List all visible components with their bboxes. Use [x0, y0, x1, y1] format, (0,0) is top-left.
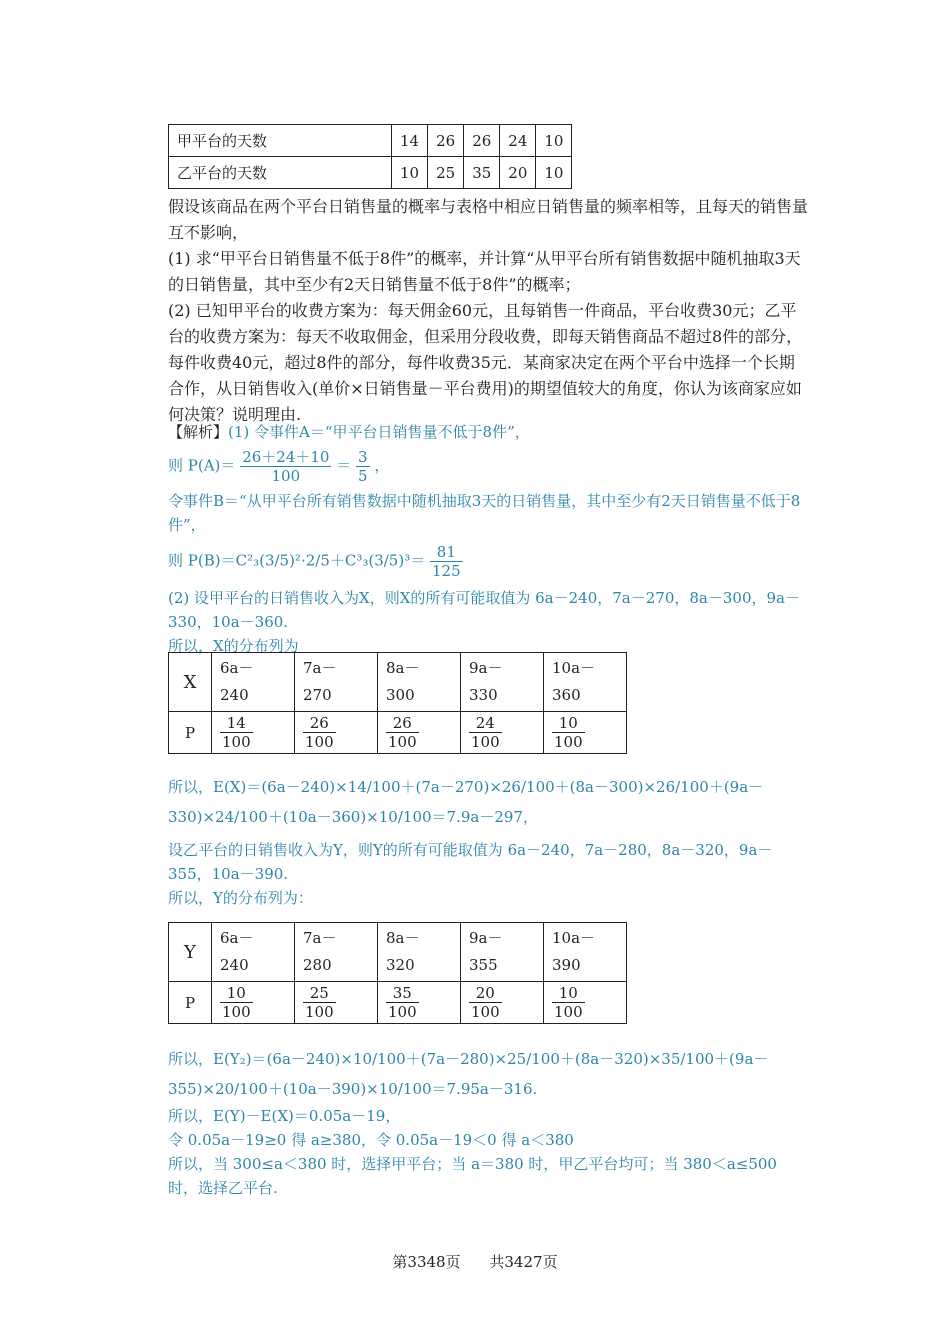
sales-days-table: [168, 124, 572, 189]
table-cell: $\frac{10}{100}$: [212, 982, 295, 1024]
question-1: (1) 求“甲平台日销售量不低于8件”的概率，并计算“从甲平台所有销售数据中随机抽取3天的日销售量，其中至少有2天日销售量不低于8件”的概率；: [168, 249, 801, 294]
table-cell: $\frac{35}{100}$: [378, 982, 461, 1024]
table-cell: 9a－330: [461, 653, 544, 712]
solution-line: 设乙平台的日销售收入为Y，则Y的所有可能取值为 6a－240，7a－280，8a－320，9a－355，10a－390.: [168, 841, 773, 883]
table-cell: 10: [392, 157, 428, 189]
problem-text: [168, 194, 808, 428]
problem-intro: 假设该商品在两个平台日销售量的概率与表格中相应日销售量的频率相等，且每天的销售量互不影响，: [168, 197, 809, 242]
table-cell: 9a－355: [461, 923, 544, 982]
expectation-x: 所以，E(X)＝(6a－240)×14/100＋(7a－270)×26/100＋(8a－300)×26/100＋(9a－330)×24/100＋(10a－360)×10/100＝7.9a－297，: [168, 778, 764, 826]
table-row: [169, 125, 572, 157]
table-cell: 6a－240: [212, 923, 295, 982]
solution-line: 所以，E(Y)－E(X)＝0.05a－19，: [168, 1107, 401, 1125]
table-cell: $\frac{26}{100}$: [295, 712, 378, 754]
table-cell: 8a－300: [378, 653, 461, 712]
solution-part-1: [168, 420, 808, 658]
table-cell: 24: [500, 125, 536, 157]
table-row: [169, 982, 627, 1024]
table-row: [169, 712, 627, 754]
table-cell: 10a－360: [544, 653, 627, 712]
table-row: [169, 157, 572, 189]
row-label: 乙平台的天数: [169, 157, 392, 189]
table-cell: 25: [428, 157, 464, 189]
row-label: 甲平台的天数: [169, 125, 392, 157]
table-cell: 7a－280: [295, 923, 378, 982]
table-cell: 14: [392, 125, 428, 157]
table-header: P: [169, 982, 212, 1024]
table-row: [169, 653, 627, 712]
table-cell: $\frac{26}{100}$: [378, 712, 461, 754]
table-cell: 7a－270: [295, 653, 378, 712]
table-header: Y: [169, 923, 212, 982]
solution-line: 所以，当 300≤a＜380 时，选择甲平台；当 a＝380 时，甲乙平台均可；当 380＜a≤500 时，选择乙平台.: [168, 1155, 777, 1197]
table-header: P: [169, 712, 212, 754]
solution-line: 所以，X的分布列为: [168, 637, 299, 655]
table-cell: 6a－240: [212, 653, 295, 712]
solution-part-2: [168, 772, 808, 910]
expectation-y: 所以，E(Y₂)＝(6a－240)×10/100＋(7a－280)×25/100＋(8a－320)×35/100＋(9a－355)×20/100＋(10a－390)×10/100＝7.95a－316.: [168, 1050, 769, 1098]
table-cell: $\frac{14}{100}$: [212, 712, 295, 754]
solution-line: 所以，Y的分布列为：: [168, 889, 313, 907]
table-cell: $\frac{24}{100}$: [461, 712, 544, 754]
x-distribution-table: [168, 652, 627, 754]
solution-line: 【解析】(1) 令事件A＝“甲平台日销售量不低于8件”，: [168, 423, 530, 441]
table-row: [169, 923, 627, 982]
fraction: $\frac{26+24+10}{100}$: [242, 448, 330, 485]
table-header: X: [169, 653, 212, 712]
fraction: $\frac{3}{5}$: [358, 448, 368, 485]
table-cell: $\frac{10}{100}$: [544, 982, 627, 1024]
table-cell: 20: [500, 157, 536, 189]
formula-pa: 则 P(A)＝ $\frac{26+24+10}{100}$ ＝ $\frac{3}{5}$ ，: [168, 448, 390, 485]
table-cell: $\frac{10}{100}$: [544, 712, 627, 754]
solution-part-3: [168, 1044, 808, 1200]
solution-line: 令事件B＝“从甲平台所有销售数据中随机抽取3天的日销售量，其中至少有2天日销售量不低于8件”，: [168, 492, 801, 534]
page-total: 共3427页: [489, 1253, 558, 1271]
table-cell: 10: [536, 157, 572, 189]
fraction: $\frac{81}{125}$: [432, 543, 461, 580]
table-cell: $\frac{20}{100}$: [461, 982, 544, 1024]
y-distribution-table: [168, 922, 627, 1024]
table-cell: 26: [464, 125, 500, 157]
solution-line: (2) 设甲平台的日销售收入为X，则X的所有可能取值为 6a－240，7a－270，8a－300，9a－330，10a－360.: [168, 589, 800, 631]
table-cell: $\frac{25}{100}$: [295, 982, 378, 1024]
table-cell: 10: [536, 125, 572, 157]
table-cell: 35: [464, 157, 500, 189]
table-cell: 26: [428, 125, 464, 157]
table-cell: 10a－390: [544, 923, 627, 982]
solution-line: 令 0.05a－19≥0 得 a≥380，令 0.05a－19＜0 得 a＜380: [168, 1131, 574, 1149]
formula-pb: 则 P(B)＝C²₃(3/5)²·2/5＋C³₃(3/5)³＝ $\frac{81}{125}$: [168, 543, 461, 580]
question-2: (2) 已知甲平台的收费方案为：每天佣金60元，且每销售一件商品，平台收费30元；乙平台的收费方案为：每天不收取佣金，但采用分段收费，即每天销售商品不超过8件的部分，每件收费40元，超过8件的部分，每件收费35元．某商家决定在两个平台中选择一个长期合作，从日销售收入(单价×日销售量－平台费用)的期望值较大的角度，你认为该商家应如何决策？说明理由.: [168, 301, 803, 424]
solution-tag: 【解析】: [168, 423, 229, 441]
page-number: 第3348页: [392, 1253, 461, 1271]
table-cell: 8a－320: [378, 923, 461, 982]
page-footer: [0, 1251, 950, 1272]
